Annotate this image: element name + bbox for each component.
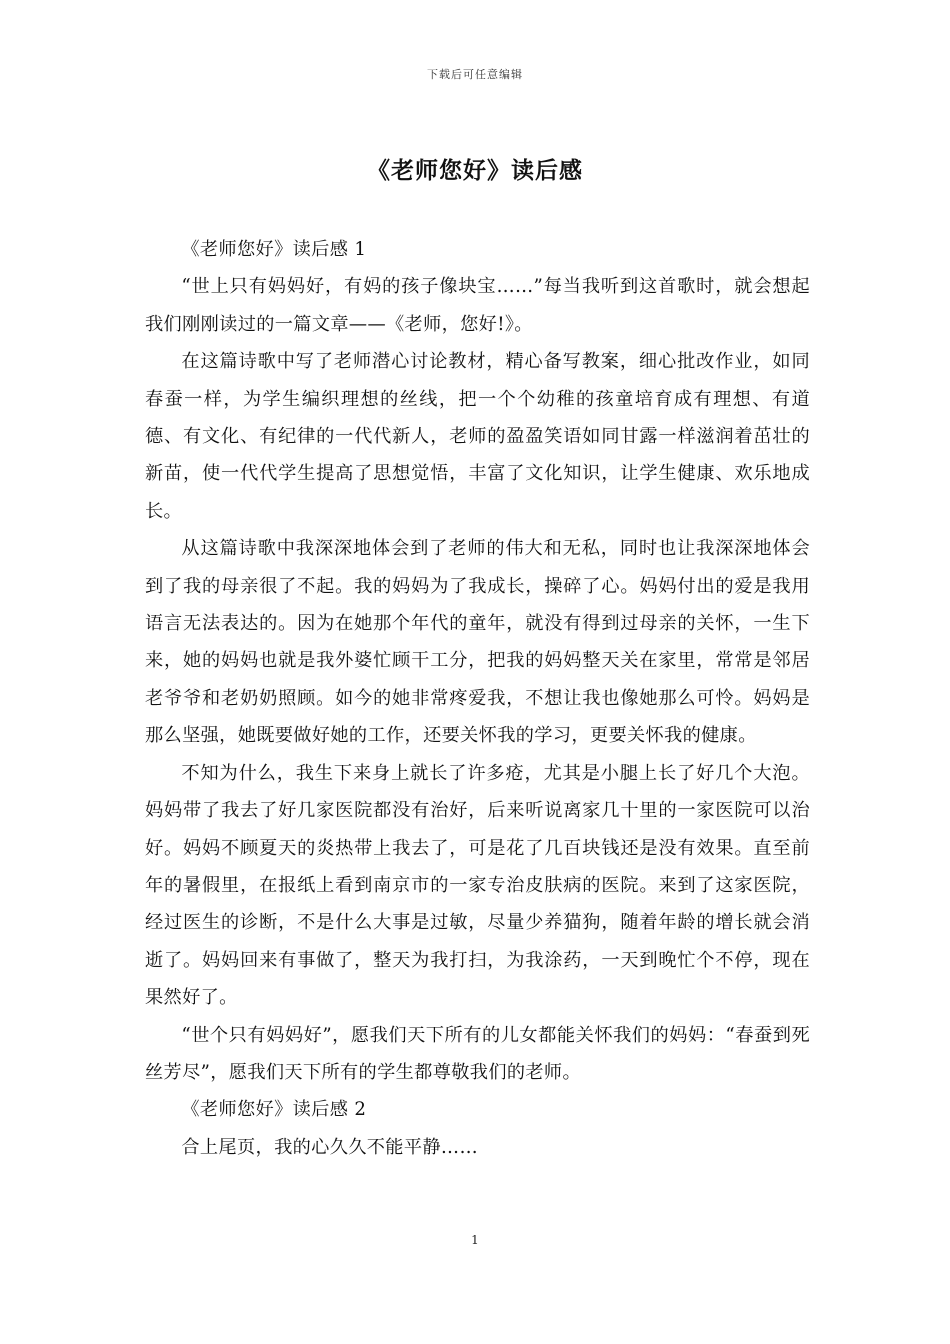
- document-body: [145, 231, 810, 1166]
- page-number: 1: [471, 1233, 479, 1247]
- paragraph: “世上只有妈妈好，有妈的孩子像块宝……”每当我听到这首歌时，就会想起我们刚刚读过的一篇文章——《老师，您好!》。: [145, 276, 810, 335]
- document-title: 《老师您好》读后感: [367, 157, 583, 184]
- paragraph: 在这篇诗歌中写了老师潜心讨论教材，精心备写教案，细心批改作业，如同春蚕一样，为学生编织理想的丝线，把一个个幼稚的孩童培育成有理想、有道德、有文化、有纪律的一代代新人，老师的盈盈笑语如同甘露一样滋润着茁壮的新苗，使一代代学生提高了思想觉悟，丰富了文化知识，让学生健康、欢乐地成长。: [145, 351, 810, 522]
- section-heading-1: 《老师您好》读后感 1: [181, 239, 367, 260]
- paragraph: “世个只有妈妈好”，愿我们天下所有的儿女都能关怀我们的妈妈：“春蚕到死丝芳尽”，愿我们天下所有的学生都尊敬我们的老师。: [145, 1024, 810, 1083]
- paragraph: 合上尾页，我的心久久不能平静……: [181, 1136, 478, 1158]
- paragraph: 从这篇诗歌中我深深地体会到了老师的伟大和无私，同时也让我深深地体会到了我的母亲很了不起。我的妈妈为了我成长，操碎了心。妈妈付出的爱是我用语言无法表达的。因为在她那个年代的童年，就没有得到过母亲的关怀，一生下来，她的妈妈也就是我外婆忙顾干工分，把我的妈妈整天关在家里，常常是邻居老爷爷和老奶奶照顾。如今的她非常疼爱我，不想让我也像她那么可怜。妈妈是那么坚强，她既要做好她的工作，还要关怀我的学习，更要关怀我的健康。: [145, 538, 810, 747]
- section-heading-2: 《老师您好》读后感 2: [181, 1099, 367, 1121]
- header-note: 下载后可任意编辑: [427, 68, 523, 81]
- paragraph: 不知为什么，我生下来身上就长了许多疮，尤其是小腿上长了好几个大泡。妈妈带了我去了好几家医院都没有治好，后来听说离家几十里的一家医院可以治好。妈妈不顾夏天的炎热带上我去了，可是花了几百块钱还是没有效果。直至前年的暑假里，在报纸上看到南京市的一家专治皮肤病的医院。来到了这家医院，经过医生的诊断，不是什么大事是过敏，尽量少养猫狗，随着年龄的增长就会消逝了。妈妈回来有事做了，整天为我打扫，为我涂药，一天到晚忙个不停，现在果然好了。: [145, 762, 810, 1009]
